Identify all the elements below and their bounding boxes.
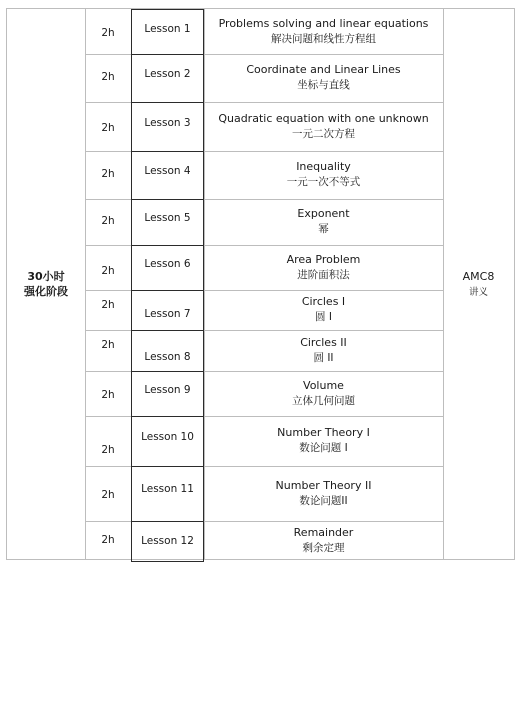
topic-english: Exponent <box>297 207 350 221</box>
hours-cell: 2h <box>101 444 115 456</box>
lesson-label: Lesson 2 <box>144 68 191 80</box>
hours-cell: 2h <box>101 265 115 277</box>
lesson-cell <box>131 330 204 372</box>
hours-cell: 2h <box>101 27 115 39</box>
topic-chinese: 数论问题 I <box>299 442 348 455</box>
lesson-cell <box>131 151 204 200</box>
lesson-cell <box>131 245 204 291</box>
hours-cell: 2h <box>101 299 115 311</box>
lesson-cell <box>131 290 204 331</box>
topic-chinese: 坐标与直线 <box>297 79 350 92</box>
topic-chinese: 立体几何问题 <box>292 394 355 407</box>
lesson-cell <box>131 371 204 417</box>
lesson-label: Lesson 1 <box>144 23 191 35</box>
topic-cell <box>204 199 443 245</box>
topic-english: Problems solving and linear equations <box>218 16 429 30</box>
hours-cell: 2h <box>101 389 115 401</box>
hours-cell: 2h <box>101 122 115 134</box>
topic-cell <box>204 290 443 330</box>
topic-cell <box>204 245 443 290</box>
topic-chinese: 圆 I <box>315 311 332 324</box>
material-cell <box>443 9 514 559</box>
topic-chinese: 一元二次方程 <box>292 127 355 140</box>
lesson-cell <box>131 9 204 55</box>
topic-chinese: 数论问题II <box>299 494 348 507</box>
topic-english: Circles II <box>300 335 347 349</box>
lesson-cell <box>131 521 204 562</box>
topic-cell <box>204 416 443 466</box>
hours-cell: 2h <box>101 168 115 180</box>
topic-english: Number Theory II <box>275 478 372 492</box>
topic-chinese: 幂 <box>318 223 329 236</box>
topic-chinese: 解决问题和线性方程组 <box>271 32 376 45</box>
lesson-label: Lesson 5 <box>144 212 191 224</box>
topic-cell <box>204 371 443 416</box>
hours-cell: 2h <box>101 489 115 501</box>
topic-cell <box>204 151 443 199</box>
topic-english: Quadratic equation with one unknown <box>218 111 429 125</box>
topic-chinese: 进阶面积法 <box>297 268 350 281</box>
hours-cell: 2h <box>101 215 115 227</box>
lesson-label: Lesson 11 <box>141 483 194 495</box>
topic-english: Volume <box>303 378 344 392</box>
topic-english: Coordinate and Linear Lines <box>246 63 401 77</box>
lesson-cell <box>131 466 204 522</box>
lesson-label: Lesson 9 <box>144 384 191 396</box>
hours-cell: 2h <box>101 71 115 83</box>
topic-cell <box>204 466 443 521</box>
topic-cell <box>204 54 443 102</box>
topic-cell <box>204 521 443 561</box>
topic-cell <box>204 9 443 54</box>
topic-english: Remainder <box>293 526 354 540</box>
phase-hours-label: 30小时 <box>27 269 65 283</box>
lesson-label: Lesson 10 <box>141 431 194 443</box>
course-schedule-table <box>6 8 515 560</box>
topic-cell <box>204 330 443 371</box>
lesson-label: Lesson 4 <box>144 165 191 177</box>
phase-cell <box>7 9 85 559</box>
topic-chinese: 一元一次不等式 <box>286 176 361 189</box>
lesson-label: Lesson 7 <box>144 308 191 320</box>
phase-stage-label: 强化阶段 <box>24 285 68 298</box>
topic-cell <box>204 102 443 151</box>
lesson-cell <box>131 102 204 152</box>
topic-chinese: 剩余定理 <box>302 542 345 555</box>
hours-cell: 2h <box>101 534 115 546</box>
column-divider <box>85 9 86 559</box>
material-type: 讲义 <box>468 287 488 299</box>
lesson-cell <box>131 199 204 246</box>
topic-chinese: 圆 II <box>313 351 334 364</box>
lesson-label: Lesson 8 <box>144 351 191 363</box>
lesson-cell <box>131 416 204 467</box>
lesson-label: Lesson 12 <box>141 535 194 547</box>
material-title: AMC8 <box>462 269 495 283</box>
lesson-cell <box>131 54 204 103</box>
lesson-label: Lesson 6 <box>144 258 191 270</box>
topic-english: Number Theory I <box>277 426 370 440</box>
topic-english: Area Problem <box>286 252 361 266</box>
topic-english: Circles I <box>301 295 346 309</box>
hours-cell: 2h <box>101 339 115 351</box>
topic-english: Inequality <box>296 160 351 174</box>
lesson-label: Lesson 3 <box>144 117 191 129</box>
